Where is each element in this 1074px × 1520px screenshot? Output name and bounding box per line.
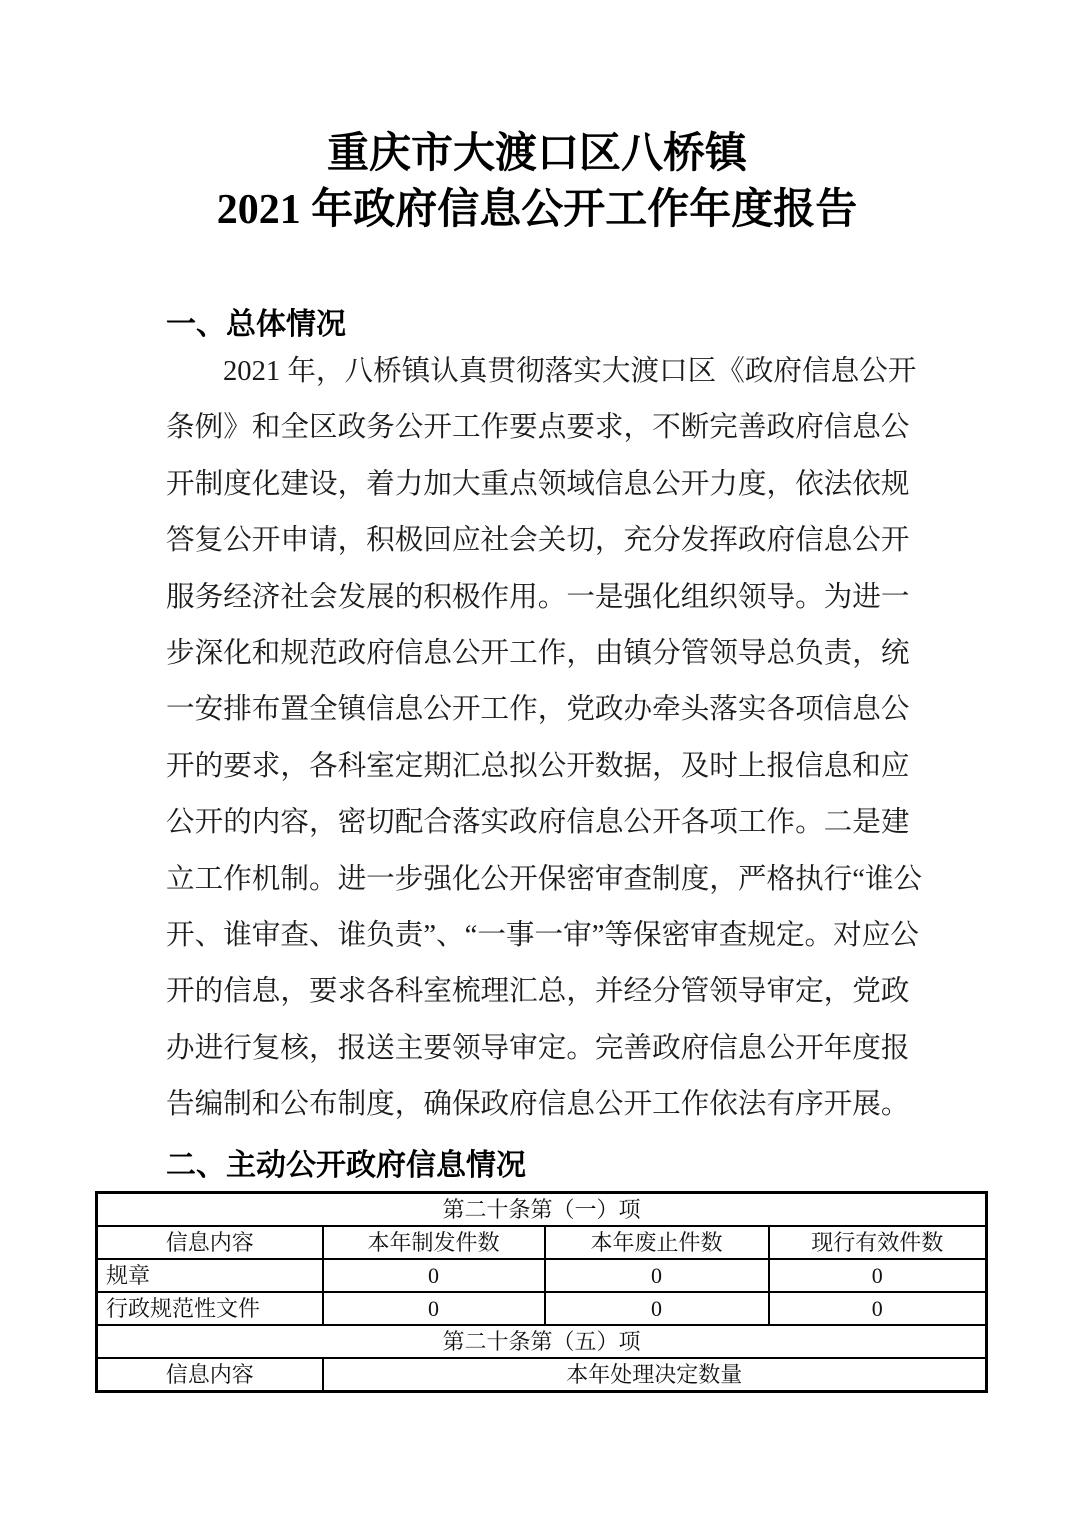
paragraph-line: 办进行复核，报送主要领导审定。完善政府信息公开年度报 xyxy=(166,1032,910,1064)
table-part2-header: 第二十条第（五）项 xyxy=(97,1325,987,1358)
table-part1-header: 第二十条第（一）项 xyxy=(97,1193,987,1227)
paragraph-line: 2021 年，八桥镇认真贯彻落实大渡口区《政府信息公开 xyxy=(223,356,917,387)
paragraph-line: 公开的内容，密切配合落实政府信息公开各项工作。二是建 xyxy=(166,807,910,839)
table-row xyxy=(97,1292,987,1325)
paragraph-line: 服务经济社会发展的积极作用。一是强化组织领导。为进一 xyxy=(166,581,910,613)
paragraph-line: 条例》和全区政务公开工作要点要求，不断完善政府信息公 xyxy=(166,412,910,444)
title-line-1: 重庆市大渡口区八桥镇 xyxy=(326,131,747,177)
disclosure-table xyxy=(95,1191,988,1393)
row-label-normative-documents: 行政规范性文件 xyxy=(97,1292,323,1325)
cell-value: 0 xyxy=(323,1259,545,1292)
cell-processing-decisions: 本年处理决定数量 xyxy=(323,1358,987,1392)
cell-value: 0 xyxy=(769,1259,987,1292)
cell-value: 0 xyxy=(769,1292,987,1325)
table-row xyxy=(97,1325,987,1358)
column-header-issued-count: 本年制发件数 xyxy=(323,1226,545,1259)
row-label-regulations: 规章 xyxy=(97,1259,323,1292)
row-label-info-content: 信息内容 xyxy=(97,1358,323,1392)
column-header-effective-count: 现行有效件数 xyxy=(769,1226,987,1259)
section-heading-disclosure: 二、主动公开政府信息情况 xyxy=(166,1149,526,1183)
cell-value: 0 xyxy=(545,1292,769,1325)
column-header-info-content: 信息内容 xyxy=(97,1226,323,1259)
document-title xyxy=(0,0,1074,238)
paragraph-line: 开的要求，各科室定期汇总拟公开数据，及时上报信息和应 xyxy=(166,750,910,782)
column-header-repealed-count: 本年废止件数 xyxy=(545,1226,769,1259)
paragraph-line: 答复公开申请，积极回应社会关切，充分发挥政府信息公开 xyxy=(166,525,910,557)
table-row xyxy=(97,1358,987,1392)
table-row xyxy=(97,1193,987,1227)
table-row xyxy=(97,1226,987,1259)
paragraph-line: 开的信息，要求各科室梳理汇总，并经分管领导审定，党政 xyxy=(166,976,910,1008)
paragraph-line: 告编制和公布制度，确保政府信息公开工作依法有序开展。 xyxy=(166,1089,910,1121)
overview-paragraph xyxy=(166,344,923,1133)
paragraph-line: 步深化和规范政府信息公开工作，由镇分管领导总负责，统 xyxy=(166,637,910,669)
cell-value: 0 xyxy=(323,1292,545,1325)
paragraph-line: 开、谁审查、谁负责”、“一事一审”等保密审查规定。对应公 xyxy=(166,919,919,951)
paragraph-line: 一安排布置全镇信息公开工作，党政办牵头落实各项信息公 xyxy=(166,694,910,726)
title-line-2: 2021 年政府信息公开工作年度报告 xyxy=(216,187,858,233)
cell-value: 0 xyxy=(545,1259,769,1292)
paragraph-line: 开制度化建设，着力加大重点领域信息公开力度，依法依规 xyxy=(166,468,910,500)
paragraph-line: 立工作机制。进一步强化公开保密审查制度，严格执行“谁公 xyxy=(166,863,923,895)
section-heading-overview: 一、总体情况 xyxy=(166,308,346,341)
table-row xyxy=(97,1259,987,1292)
